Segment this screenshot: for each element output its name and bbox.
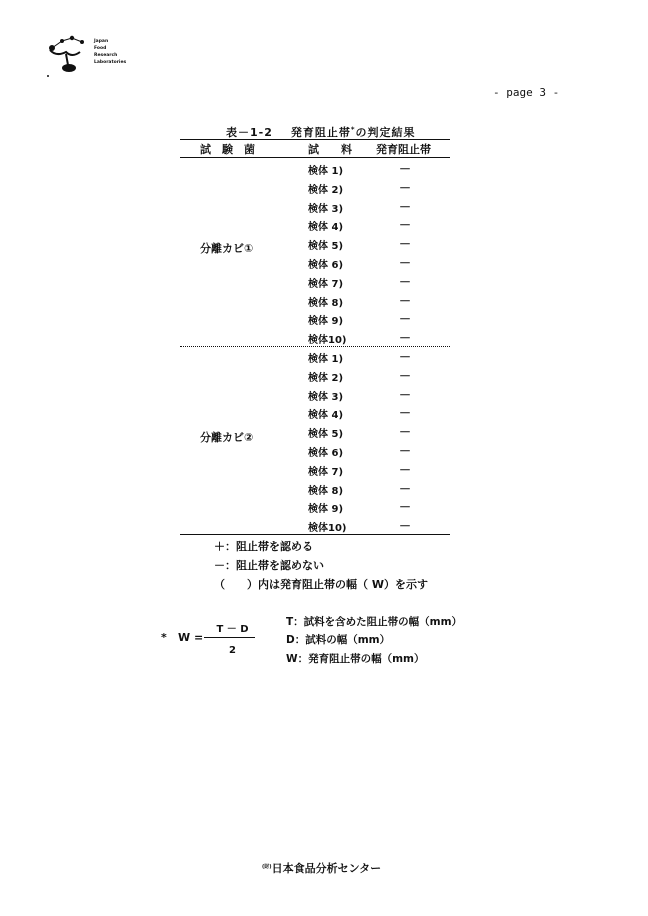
formula-star: *: [161, 631, 167, 644]
sample-cell: 検体 7): [308, 278, 344, 290]
table-row: [180, 234, 450, 253]
logo-line: Japan: [94, 39, 109, 44]
table-number: 表－1-2: [226, 126, 273, 139]
table-title-main: 発育阻止帯: [290, 126, 351, 139]
sample-cell: 検体 8): [308, 297, 344, 309]
table-row: [180, 403, 450, 422]
table-row: [180, 197, 450, 216]
formula-numerator: T － D: [216, 624, 249, 635]
sample-cell: 検体 1): [308, 354, 344, 365]
result-cell: －: [399, 180, 412, 195]
footer-prefix: (財): [262, 864, 272, 870]
column-header-result: 発育阻止帯: [376, 143, 431, 156]
organism-label: 分離カビ①: [200, 242, 254, 255]
header-rule: [180, 157, 450, 158]
footer-org-name: 日本食品分析センター: [271, 862, 382, 875]
table-row: [180, 516, 450, 535]
table-row: [180, 178, 450, 197]
sample-cell: 検体 3): [308, 391, 344, 403]
table-title-suffix: の判定結果: [355, 126, 416, 139]
sample-cell: 検体 7): [308, 466, 344, 478]
table-row: [180, 497, 450, 516]
table-row: [180, 347, 450, 366]
formula-lhs: W =: [178, 631, 204, 644]
result-cell: －: [399, 444, 412, 458]
table-bottom-rule: [180, 534, 450, 535]
logo-line: Research: [94, 53, 118, 58]
sample-cell: 検体 1): [308, 166, 344, 177]
result-cell: －: [399, 481, 412, 496]
result-cell: －: [399, 312, 412, 327]
table-row: [180, 309, 450, 328]
table-row: [180, 253, 450, 272]
table-row: [180, 215, 450, 234]
result-cell: －: [399, 519, 412, 534]
table-row: [180, 441, 450, 460]
table-row: [180, 479, 450, 498]
organism-label: 分離カビ②: [200, 431, 254, 444]
logo-line: Food: [94, 46, 107, 51]
column-header-sample: 試 料: [308, 143, 352, 156]
sample-cell: 検体 2): [308, 372, 344, 384]
result-cell: －: [399, 293, 412, 308]
sample-cell: 検体 9): [308, 316, 344, 328]
sample-cell: 検体 9): [308, 504, 344, 516]
footer-organization: [262, 860, 381, 876]
table-row: [180, 159, 450, 178]
page-number: - page 3 -: [493, 86, 560, 99]
result-cell: －: [399, 500, 412, 515]
definition-t: T：試料を含めた阻止帯の幅（mm）: [286, 616, 463, 628]
result-cell: －: [399, 162, 412, 176]
legend-negative: －：阻止帯を認めない: [214, 559, 324, 572]
result-cell: －: [399, 237, 412, 252]
sample-cell: 検体 8): [308, 485, 344, 497]
sample-cell: 検体 6): [308, 260, 344, 271]
table-top-rule: [180, 139, 450, 140]
sample-cell: 検体 3): [308, 203, 344, 215]
result-cell: －: [399, 368, 412, 383]
sample-cell: 検体10): [308, 335, 347, 347]
formula-denominator: 2: [229, 645, 236, 656]
logo-text: [94, 38, 126, 66]
footnote-mark: *: [350, 125, 356, 134]
sample-cell: 検体 5): [308, 429, 344, 441]
definition-d: D：試料の幅（mm）: [286, 634, 391, 646]
legend-positive: ＋：阻止帯を認める: [214, 540, 313, 553]
table-row: [180, 422, 450, 441]
sample-cell: 検体 4): [308, 410, 344, 422]
result-cell: －: [399, 331, 412, 346]
sample-cell: 検体 4): [308, 222, 344, 234]
table-row: [180, 460, 450, 479]
fraction-bar: [204, 637, 255, 638]
sample-cell: 検体 6): [308, 448, 344, 459]
result-cell: －: [399, 274, 412, 289]
legend-width-note: （ ）内は発育阻止帯の幅（ W）を示す: [214, 578, 428, 591]
result-cell: －: [399, 387, 412, 402]
sample-cell: 検体 5): [308, 241, 344, 253]
table-title: [226, 124, 416, 140]
sample-cell: 検体 2): [308, 184, 344, 196]
result-cell: －: [399, 425, 412, 440]
result-cell: －: [399, 218, 412, 233]
table-row: [180, 291, 450, 310]
table-row: [180, 385, 450, 404]
logo-line: Laboratories: [94, 60, 127, 65]
result-cell: －: [399, 199, 412, 214]
result-cell: －: [399, 406, 412, 421]
result-cell: －: [399, 256, 412, 270]
column-header-organism: 試 験 菌: [200, 143, 255, 156]
result-cell: －: [399, 462, 412, 477]
table-row: [180, 272, 450, 291]
table-row: [180, 366, 450, 385]
sample-cell: 検体10): [308, 523, 347, 535]
result-cell: －: [399, 350, 412, 364]
definition-w: W：発育阻止帯の幅（mm）: [286, 653, 425, 665]
table-row: [180, 328, 450, 347]
